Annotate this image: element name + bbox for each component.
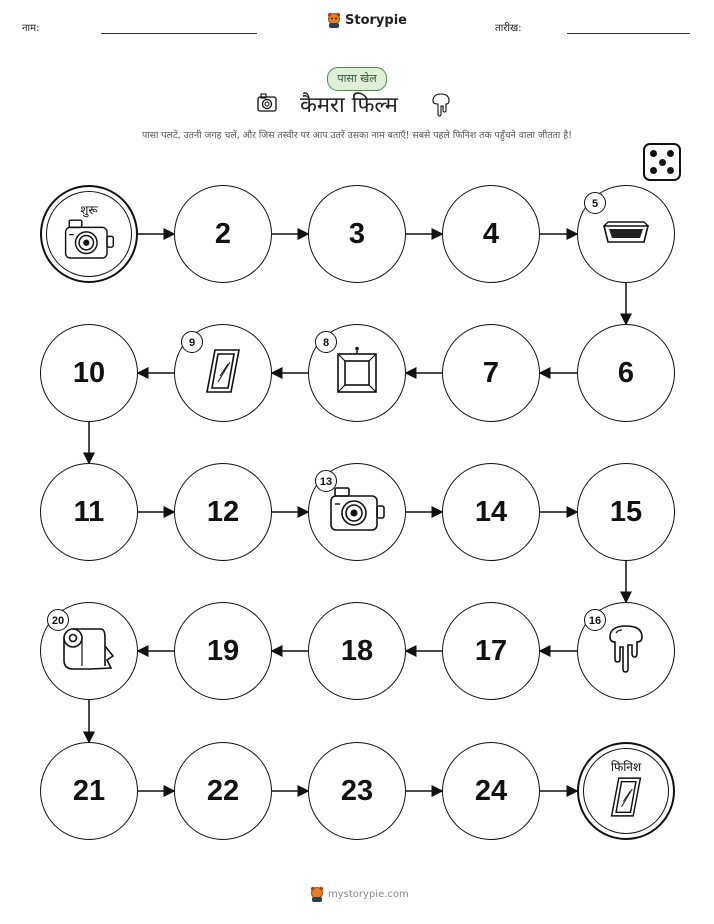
cell-number: 17 bbox=[474, 634, 508, 667]
start-label: शुरू bbox=[80, 203, 98, 217]
photo-frame-icon bbox=[334, 346, 380, 400]
cell-number: 22 bbox=[206, 774, 240, 807]
cell-number: 24 bbox=[474, 774, 508, 807]
cell-number: 2 bbox=[214, 217, 232, 250]
cell-number-tag: 13 bbox=[315, 470, 337, 492]
footer bbox=[310, 886, 409, 902]
board-cell-6 bbox=[577, 324, 675, 422]
cell-number-tag: 16 bbox=[584, 609, 606, 631]
board-cell-14 bbox=[442, 463, 540, 561]
board-cell-1 bbox=[40, 185, 138, 283]
dripping-chemical-icon bbox=[606, 623, 646, 679]
name-label: नाम: bbox=[22, 23, 40, 34]
finish-label: फिनिश bbox=[610, 760, 642, 774]
cell-number: 12 bbox=[206, 495, 240, 528]
board-cell-7 bbox=[442, 324, 540, 422]
board-cell-8 bbox=[308, 324, 406, 422]
brand-name: Storypie bbox=[345, 12, 407, 28]
game-type-badge: पासा खेल bbox=[327, 67, 387, 91]
cell-number: 6 bbox=[617, 356, 635, 389]
board-cell-10 bbox=[40, 324, 138, 422]
board-cell-20 bbox=[40, 602, 138, 700]
page-title: कैमरा फिल्म bbox=[300, 93, 398, 118]
cell-number: 21 bbox=[72, 774, 106, 807]
board-cell-19 bbox=[174, 602, 272, 700]
board-cell-5 bbox=[577, 185, 675, 283]
board-cell-2 bbox=[174, 185, 272, 283]
cell-number: 7 bbox=[482, 356, 500, 389]
camera-icon bbox=[327, 486, 387, 538]
board-cell-23 bbox=[308, 742, 406, 840]
cell-number-tag: 5 bbox=[584, 192, 606, 214]
cell-number-tag: 9 bbox=[181, 331, 203, 353]
cell-number: 19 bbox=[206, 634, 240, 667]
board-cell-16 bbox=[577, 602, 675, 700]
board-cell-17 bbox=[442, 602, 540, 700]
cell-number-tag: 8 bbox=[315, 331, 337, 353]
film-roll-icon bbox=[61, 626, 117, 676]
cell-number: 4 bbox=[482, 217, 500, 250]
board-cell-22 bbox=[174, 742, 272, 840]
board-cell-13 bbox=[308, 463, 406, 561]
cell-number: 14 bbox=[474, 495, 508, 528]
camera-icon bbox=[62, 218, 116, 265]
board-cell-24 bbox=[442, 742, 540, 840]
board-cell-15 bbox=[577, 463, 675, 561]
board-cell-4 bbox=[442, 185, 540, 283]
board-cell-3 bbox=[308, 185, 406, 283]
cell-number: 23 bbox=[340, 774, 374, 807]
glass-plate-icon bbox=[203, 346, 243, 400]
cell-number: 3 bbox=[348, 217, 366, 250]
footer-site: mystorypie.com bbox=[328, 888, 409, 900]
cell-number: 18 bbox=[340, 634, 374, 667]
developing-tray-icon bbox=[600, 216, 652, 252]
glass-plate-icon bbox=[608, 774, 644, 823]
date-label: तारीख: bbox=[495, 23, 522, 34]
board-cell-21 bbox=[40, 742, 138, 840]
board-cell-18 bbox=[308, 602, 406, 700]
storypie-bear-icon bbox=[310, 886, 324, 902]
cell-number-tag: 20 bbox=[47, 609, 69, 631]
board-cell-9 bbox=[174, 324, 272, 422]
instructions-text: पासा पलटें, उतनी जगह चलें, और जिस तस्वीर पर आप उतरें उसका नाम बताएँ! सबसे पहले फिनिश तक पहुँचने वाला जीतता है! bbox=[142, 130, 572, 141]
board-cell-11 bbox=[40, 463, 138, 561]
cell-number: 10 bbox=[72, 356, 106, 389]
board-cell-25 bbox=[577, 742, 675, 840]
cell-number: 15 bbox=[609, 495, 643, 528]
cell-number: 11 bbox=[73, 495, 105, 528]
board-cell-12 bbox=[174, 463, 272, 561]
